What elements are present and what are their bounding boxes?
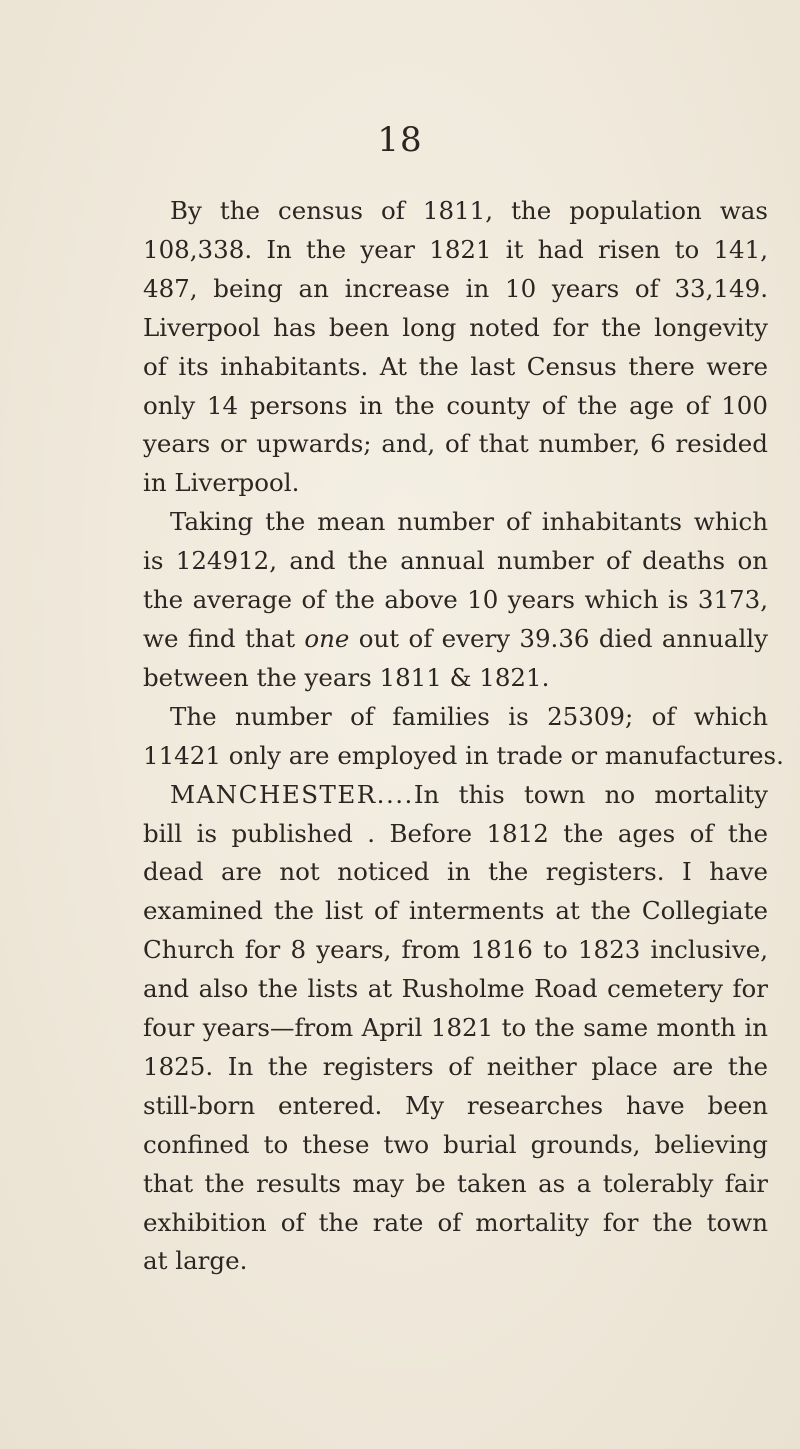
text-line: and also the lists at Rusholme Road cemetery for: [143, 974, 768, 1004]
text-line: The number of families is 25309; of which: [170, 701, 768, 731]
text-line: examined the list of interments at the Collegiate: [143, 896, 768, 926]
text-line: 487, being an increase in 10 years of 33,149.: [143, 273, 768, 303]
text-line: 1825. In the registers of neither place are the: [143, 1051, 768, 1081]
paragraph-mean-cont: [143, 542, 768, 698]
paragraph-manchester: [143, 776, 768, 815]
text-line: confined to these two burial grounds, believing: [143, 1129, 768, 1159]
text-line: dead are not noticed in the registers. I have: [143, 857, 768, 887]
paragraph-mean: [143, 503, 768, 542]
body-text: [143, 192, 784, 1281]
text-line: 11421 only are employed in trade or manufactures.: [143, 740, 784, 770]
text-run: we find that: [143, 623, 296, 653]
text-line: still-born entered. My researches have been: [143, 1090, 768, 1120]
text-run: out of every 39.36 died annually: [358, 623, 768, 653]
text-line: of its inhabitants. At the last Census there were: [143, 351, 768, 381]
text-line: years or upwards; and, of that number, 6 resided: [143, 429, 768, 459]
page-number: 18: [377, 120, 423, 160]
text-line-mixed: [170, 776, 768, 815]
paragraph-census-cont: [143, 231, 768, 503]
paragraph-manchester-cont: [143, 815, 768, 1282]
text-run: In this town no mortality: [413, 779, 768, 809]
text-line: Church for 8 years, from 1816 to 1823 inclusive,: [143, 935, 768, 965]
section-heading: MANCHESTER....: [170, 779, 414, 809]
text-line: in Liverpool.: [143, 468, 300, 498]
text-line: only 14 persons in the county of the age of 100: [143, 390, 768, 420]
text-line: is 124912, and the annual number of deaths on: [143, 546, 768, 576]
text-line: Liverpool has been long noted for the longevity: [143, 312, 768, 342]
text-line: bill is published . Before 1812 the ages of the: [143, 818, 768, 848]
text-line: Taking the mean number of inhabitants which: [170, 507, 768, 537]
paragraph-families: [143, 698, 768, 737]
text-line: four years—from April 1821 to the same month in: [143, 1013, 768, 1043]
paragraph-families-cont: [143, 737, 784, 776]
text-line: the average of the above 10 years which is 3173,: [143, 585, 768, 615]
text-line: 108,338. In the year 1821 it had risen to 141,: [143, 234, 768, 264]
italic-text: one: [304, 623, 350, 653]
text-line: By the census of 1811, the population was: [170, 196, 768, 225]
text-line: that the results may be taken as a tolerably fair: [143, 1168, 768, 1198]
paragraph-census: [143, 192, 768, 231]
text-line: exhibition of the rate of mortality for the town: [143, 1207, 768, 1237]
text-line: between the years 1811 & 1821.: [143, 662, 550, 692]
text-line-mixed: [143, 620, 768, 659]
text-line: at large.: [143, 1246, 248, 1276]
